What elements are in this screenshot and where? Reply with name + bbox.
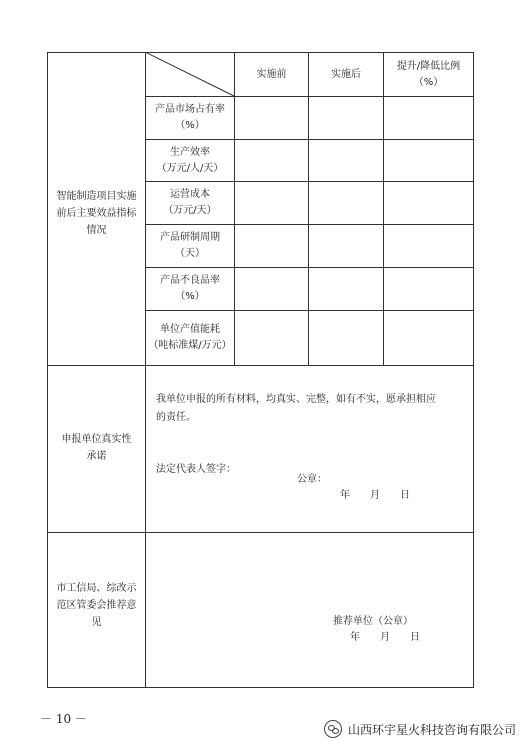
section1-label: 智能制造项目实施 前后主要效益指标 情况	[56, 191, 137, 236]
section2-date: 年 月 日	[340, 490, 410, 501]
wechat-icon	[324, 720, 342, 738]
row-operating-cost: 运营成本 （万元/天）	[163, 189, 217, 216]
brand-name: 山西环宇星火科技咨询有限公司	[348, 722, 517, 737]
row-energy: 单位产值能耗 （吨标准煤/万元）	[148, 324, 232, 351]
statement-line1: 我单位申报的所有材料，均真实、完整，如有不实，愿承担相应	[156, 394, 436, 405]
statement-line2: 的责任。	[156, 412, 196, 423]
seal-label: 公章：	[297, 474, 327, 485]
header-before: 实施前	[256, 68, 287, 80]
signature-label: 法定代表人签字：	[156, 464, 236, 475]
row-market-share: 产品市场占有率 （%）	[155, 104, 225, 131]
section3-label: 市工信局、综改示 范区管委会推荐意 见	[56, 583, 137, 628]
page-number: － 10 －	[40, 712, 87, 726]
row-productivity: 生产效率 （万元/人/天）	[156, 146, 224, 174]
row-defect-rate: 产品不良品率 （%）	[160, 275, 220, 302]
section2-label: 申报单位真实性 承诺	[61, 434, 132, 462]
header-after: 实施后	[331, 68, 361, 80]
header-change: 提升/降低比例 （%）	[396, 60, 461, 88]
recommend-unit: 推荐单位（公章）	[333, 616, 413, 627]
row-dev-cycle: 产品研制周期 （天）	[160, 232, 220, 259]
section3-date: 年 月 日	[350, 632, 420, 643]
brand-watermark	[324, 720, 516, 738]
diagonal-header-line	[145, 52, 235, 97]
